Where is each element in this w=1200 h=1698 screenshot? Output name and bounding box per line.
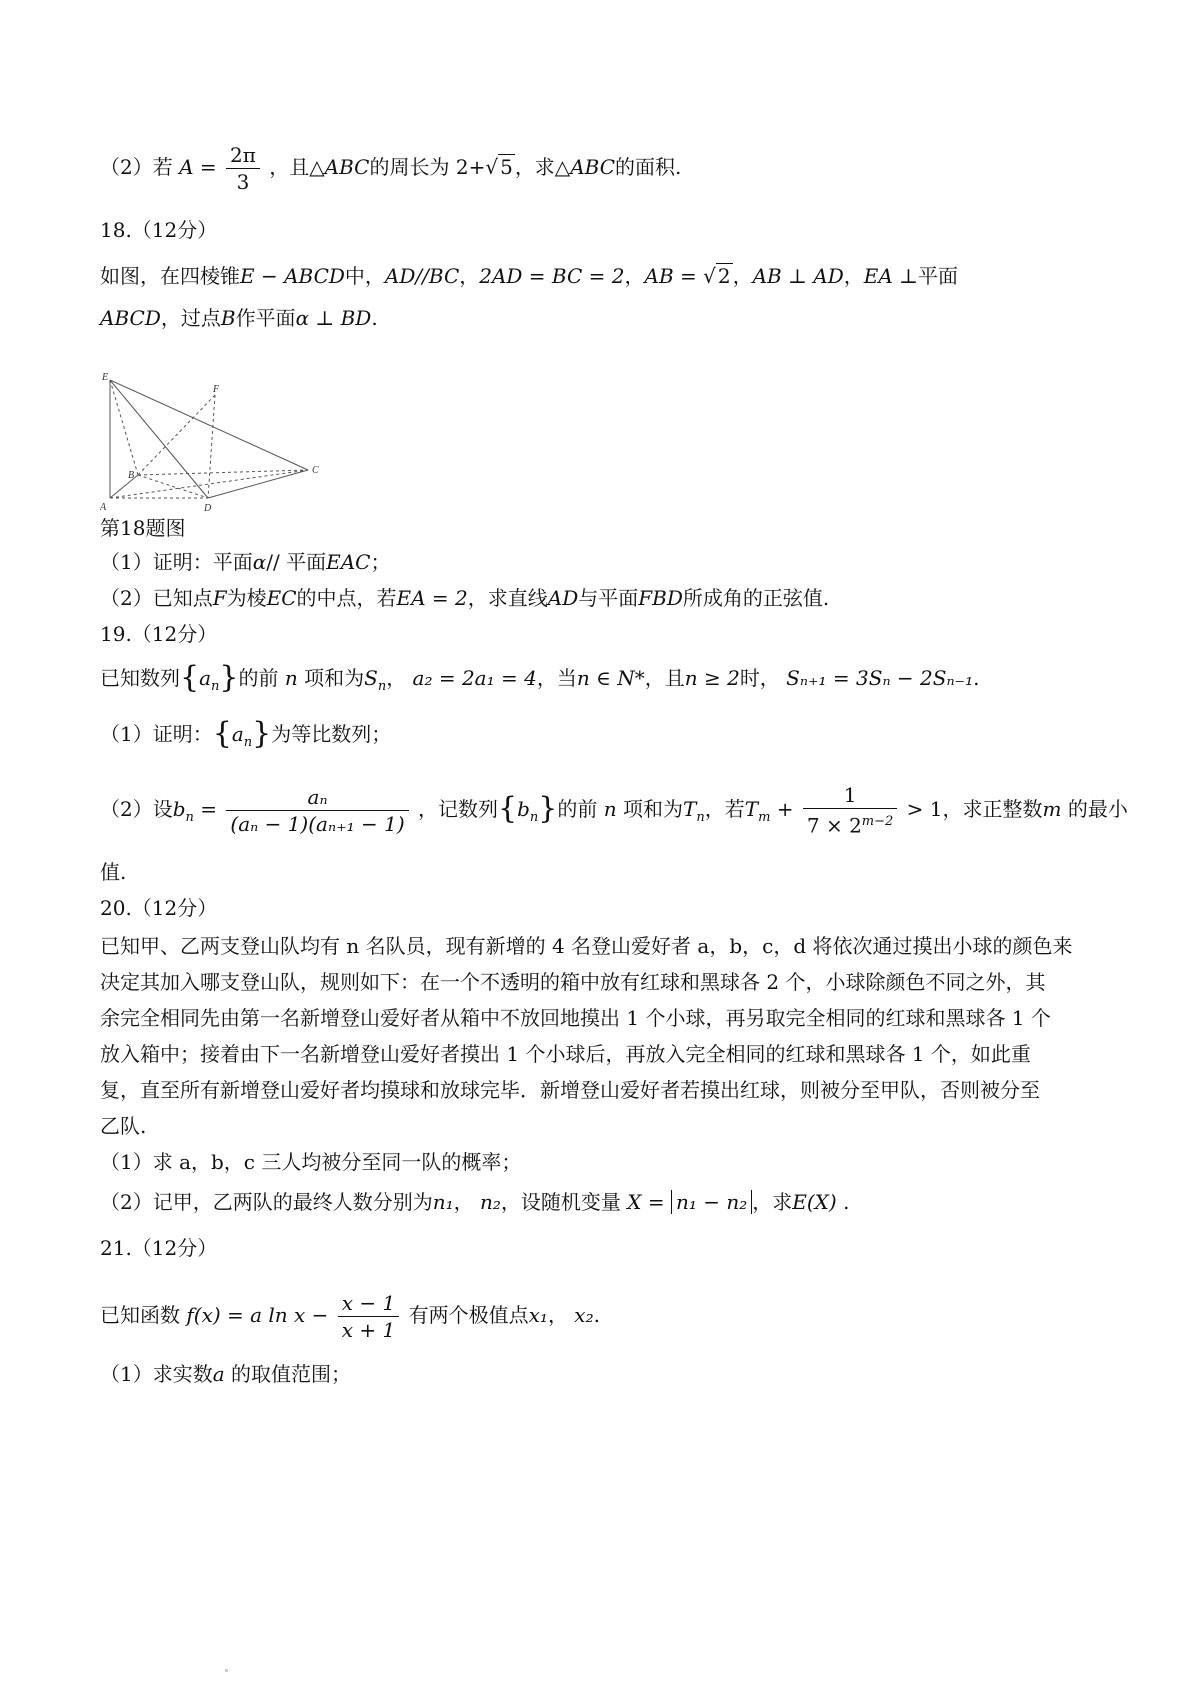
text-segment: 项和为 — [623, 796, 683, 821]
edge-EC — [110, 380, 308, 470]
q20-line: 已知甲、乙两支登山队均有 n 名队员，现有新增的 4 名登山爱好者 a，b，c，d 将依次通过摸出小球的颜色来 — [100, 934, 1073, 958]
text-segment: 已知函数 — [100, 1303, 180, 1327]
fraction-numerator: 1 — [803, 782, 897, 809]
math-expr: n ∈ N* — [576, 666, 645, 690]
text-segment: . — [593, 1303, 600, 1327]
text-segment: ，过点 — [160, 306, 221, 330]
seq-a: a — [231, 722, 244, 746]
value-2-plus: 2+ — [455, 155, 486, 179]
fraction-denominator: x + 1 — [341, 1318, 396, 1342]
text-segment: 如图，在四棱锥 — [100, 264, 240, 288]
var-b: b — [172, 796, 186, 821]
sqrt-argument: 5 — [500, 155, 513, 179]
text-segment: ，求 — [752, 1190, 793, 1214]
text-segment: ，且△ — [269, 155, 325, 179]
q17-part2-prefix: （2）若 — [100, 155, 173, 179]
q19-line1: 已知数列$\{a_n\}$的前 n 项和为$S_n$， a₂ = 2a₁ = 4，当n ∈ N*，且n ≥ 2时， Sₙ₊₁ = 3Sₙ − 2Sₙ₋₁. — [100, 660, 980, 695]
text-segment: ，且 — [644, 666, 685, 690]
text-segment: （2）记甲，乙两队的最终人数分别为 — [100, 1190, 433, 1214]
q21-header: 21.（12分） — [100, 1236, 218, 1260]
text-segment: 项和为 — [304, 666, 365, 690]
q20-header: 20.（12分） — [100, 896, 218, 920]
plane-eac: EAC — [326, 550, 371, 574]
function-expr: f(x) = a ln x − — [186, 1303, 329, 1327]
var-n2: n₂ — [480, 1190, 501, 1214]
text-segment: 中， — [344, 264, 385, 288]
text-segment: ， — [453, 1190, 474, 1214]
q20-part2 — [100, 1188, 849, 1216]
brace-open-icon: { — [498, 790, 518, 826]
math-expr: FBD — [638, 586, 683, 610]
edge-DC — [208, 470, 308, 498]
q17-part2 — [100, 142, 681, 195]
math-expr: AD//BC — [384, 264, 460, 288]
pyramid-name: E − ABCD — [240, 264, 345, 288]
edge-EB — [110, 380, 138, 475]
q20-line: 余完全相同先由第一名新增登山爱好者从箱中不放回地摸出 1 个小球，再另取完全相同的红球和黑球各 1 个 — [100, 1006, 1051, 1030]
text-segment: 与平面 — [578, 586, 639, 610]
plus-sign: + — [776, 796, 794, 821]
text-segment: . — [973, 666, 980, 690]
var-T: T — [683, 796, 697, 821]
text-segment: 已知数列 — [100, 666, 180, 690]
text-segment: 所成角的正弦值. — [682, 586, 830, 610]
recurrence-expr: Sₙ₊₁ = 3Sₙ − 2Sₙ₋₁ — [786, 666, 974, 690]
text-segment: ，求△ — [514, 155, 571, 179]
text-segment: ，求直线 — [467, 586, 548, 610]
text-segment: ，当 — [536, 666, 577, 690]
var-a: a — [212, 1362, 225, 1386]
var-n1: n₁ — [432, 1190, 454, 1214]
q21-part1 — [100, 1360, 351, 1388]
q18-line2 — [100, 304, 378, 332]
var-m: m — [1042, 796, 1062, 821]
seq-a: a — [199, 666, 212, 690]
math-expr: > 1 — [906, 796, 943, 821]
var-n: n — [284, 666, 298, 690]
q18-header: 18.（12分） — [100, 218, 218, 242]
text-segment: ，求正整数 — [942, 796, 1043, 821]
q19-part1: （1）证明：$\{a_n\}$为等比数列； — [100, 716, 392, 751]
fraction-denominator: (aₙ − 1)(aₙ₊₁ − 1) — [230, 811, 405, 836]
equals-sign: = — [199, 155, 217, 179]
math-expr: B — [220, 306, 236, 330]
edge-FB — [138, 395, 215, 475]
math-expr: ABCD — [100, 306, 161, 330]
text-segment: . — [371, 306, 378, 330]
edge-FD — [208, 395, 215, 498]
text-segment: （1）证明： — [100, 722, 213, 746]
var-n: n — [603, 796, 617, 821]
math-expr: AB ⊥ AD — [752, 264, 844, 288]
fraction-bn — [226, 784, 408, 837]
math-expr: AD — [547, 586, 579, 610]
q20-line: 复，直至所有新增登山爱好者均摸球和放球完毕．新增登山爱好者若摸出红球，则被分至甲队，否则被分至 — [100, 1078, 1040, 1102]
var-x1: x₁ — [528, 1303, 548, 1327]
triangle-abc: ABC — [324, 155, 370, 179]
text-segment: ， — [386, 666, 407, 690]
triangle-abc: ABC — [570, 155, 616, 179]
q19-part2: （2）设$b_n$ = $\frac{\text{aₙ}}{\text{(aₙ − 1)(aₙ₊₁ − 1)}}$ ，记数列$\{b_n\}$的前 n 项和为$T_n$，若$T_m$ + $\frac{1}{7 \times 2^{m-2}}$ > 1，求正整数m 的最小 — [100, 783, 1128, 838]
text-segment: 的周长为 — [369, 155, 450, 179]
edge-BC — [138, 470, 308, 475]
fraction-numerator: x − 1 — [338, 1290, 399, 1317]
label-E: E — [102, 372, 109, 383]
text-segment: ， — [732, 264, 753, 288]
q19-tail: 值. — [100, 860, 127, 884]
text-segment: . — [843, 1190, 850, 1214]
text-segment: （1）求实数 — [100, 1362, 213, 1386]
text-segment: 的取值范围； — [231, 1362, 352, 1386]
q20-line: 放入箱中；接着由下一名新增登山爱好者摸出 1 个小球后，再放入完全相同的红球和黑球各 1 个，如此重 — [100, 1042, 1031, 1066]
label-F: F — [213, 384, 220, 395]
brace-close-icon: } — [538, 790, 558, 826]
text-segment: ， — [459, 264, 480, 288]
text-segment: ， — [547, 1303, 568, 1327]
scan-dot — [225, 1669, 228, 1672]
math-expr: a₂ = 2a₁ = 4 — [412, 666, 537, 690]
text-segment: 有两个极值点 — [408, 1303, 529, 1327]
brace-close-icon: } — [252, 716, 272, 751]
edge-BD — [138, 475, 208, 498]
alpha-plane: α — [252, 550, 267, 574]
fraction-numerator: aₙ — [226, 784, 408, 811]
edge-AC — [110, 470, 308, 498]
text-segment: ； — [370, 550, 391, 574]
q18-part2 — [100, 584, 829, 612]
text-segment: 的中点，若 — [296, 586, 397, 610]
absolute-value: n₁ − n₂ — [671, 1190, 752, 1214]
text-segment: 平面 — [917, 264, 958, 288]
q18-part1 — [100, 548, 390, 576]
fraction-function — [338, 1290, 399, 1343]
math-expr: AB = — [644, 264, 697, 288]
var-T: T — [744, 796, 759, 821]
q21-line1 — [100, 1290, 600, 1343]
text-segment: ，设随机变量 — [500, 1190, 621, 1214]
q19-header: 19.（12分） — [100, 622, 218, 646]
var-b: b — [517, 796, 530, 821]
var-S: S — [364, 666, 378, 690]
text-segment: ，若 — [704, 796, 745, 821]
brace-open-icon: { — [212, 716, 232, 751]
figure-caption: 第18题图 — [100, 516, 186, 540]
math-expr: F — [212, 586, 227, 610]
fraction-one-over — [803, 782, 897, 839]
fraction-numerator: 2π — [226, 142, 260, 169]
var-A: A — [179, 155, 194, 179]
text-segment: 为棱 — [226, 586, 267, 610]
math-expr: 2AD = BC = 2 — [479, 264, 625, 288]
brace-open-icon: { — [180, 660, 200, 695]
sqrt-argument: 2 — [717, 264, 731, 288]
equals-sign: = — [200, 796, 218, 821]
text-segment: 作平面 — [235, 306, 296, 330]
math-expr: EA = 2 — [396, 586, 468, 610]
q20-part1: （1）求 a，b，c 三人均被分至同一队的概率； — [100, 1150, 522, 1174]
math-expr: n ≥ 2 — [684, 666, 740, 690]
text-segment: ， — [843, 264, 864, 288]
text-segment: 的前 — [557, 796, 598, 821]
fraction-2pi-over-3 — [226, 142, 260, 195]
text-segment: （2）设 — [100, 796, 173, 821]
var-x2: x₂ — [574, 1303, 594, 1327]
q20-line: 乙队. — [100, 1114, 147, 1138]
text-segment: （1）证明：平面 — [100, 550, 253, 574]
text-segment: （2）已知点 — [100, 586, 213, 610]
expectation-expr: E(X) — [792, 1190, 837, 1214]
text-segment: // 平面 — [266, 550, 327, 574]
text-segment: 时， — [739, 666, 780, 690]
label-A: A — [100, 502, 107, 513]
label-D: D — [204, 503, 212, 514]
sqrt-icon: √ — [703, 264, 716, 288]
fraction-denominator: 7 × 2 — [806, 813, 862, 838]
math-expr: EA ⊥ — [863, 264, 918, 288]
sqrt-icon: √ — [485, 155, 499, 179]
brace-close-icon: } — [219, 660, 239, 695]
text-segment: 的面积. — [615, 155, 682, 179]
exponent: m−2 — [861, 814, 894, 829]
math-expr: α ⊥ BD — [295, 306, 372, 330]
text-segment: 的前 — [238, 666, 279, 690]
q18-line1 — [100, 262, 958, 290]
math-expr: EC — [266, 586, 297, 610]
text-segment: ，记数列 — [418, 796, 499, 821]
q20-line: 决定其加入哪支登山队，规则如下：在一个不透明的箱中放有红球和黑球各 2 个，小球除颜色不同之外，其 — [100, 970, 1046, 994]
math-expr: X = — [627, 1190, 665, 1214]
fraction-denominator: 3 — [236, 170, 250, 194]
text-segment: ， — [624, 264, 645, 288]
label-B: B — [128, 470, 135, 481]
text-segment: 为等比数列； — [271, 722, 392, 746]
text-segment: 的最小 — [1067, 796, 1128, 821]
edge-ED — [110, 380, 208, 498]
label-C: C — [312, 465, 319, 476]
